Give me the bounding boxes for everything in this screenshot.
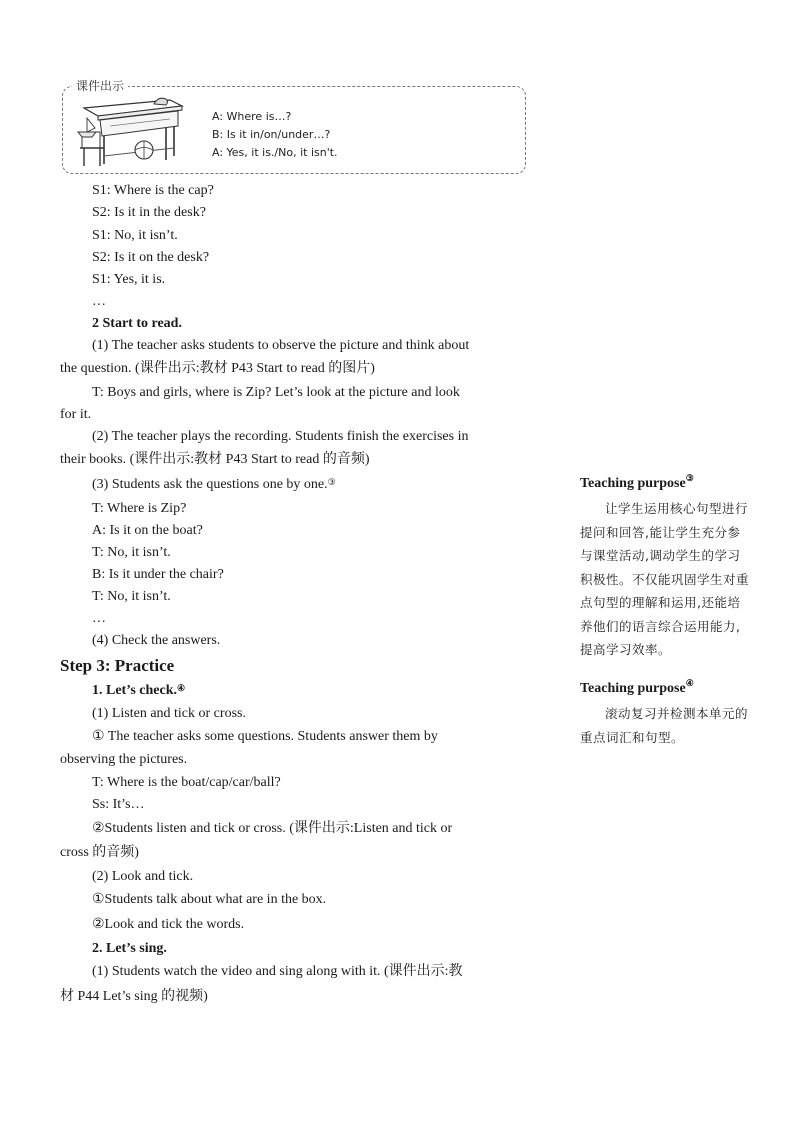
paragraph-line: 材 P44 Let’s sing 的视频) xyxy=(60,989,208,1004)
section-heading: 1. Let’s check.④ xyxy=(92,683,186,698)
paragraph-line: cross 的音频) xyxy=(60,845,139,860)
courseware-line-1: A: Where is…? xyxy=(212,110,292,123)
paragraph-line: T: Boys and girls, where is Zip? Let’s look at the picture and look xyxy=(92,385,460,400)
teaching-purpose-text: 滚动复习并检测本单元的重点词汇和句型。 xyxy=(580,706,749,745)
teaching-purpose-title: Teaching purpose④ xyxy=(580,678,694,696)
paragraph-line: (2) Look and tick. xyxy=(92,869,194,884)
footnote-marker: ③ xyxy=(327,477,336,487)
dialog-line: B: Is it under the chair? xyxy=(92,567,224,582)
section-heading: 2 Start to read. xyxy=(92,316,182,331)
teaching-purpose-title: Teaching purpose③ xyxy=(580,473,694,491)
dialog-line: S1: Yes, it is. xyxy=(92,272,166,287)
paragraph-line: their books. (课件出示:教材 P43 Start to read 的音频) xyxy=(60,452,370,467)
paragraph-line: ②Students listen and tick or cross. (课件出示:Listen and tick or xyxy=(92,821,453,836)
paragraph-line: (1) Listen and tick or cross. xyxy=(92,706,246,721)
ellipsis: … xyxy=(92,611,106,626)
paragraph-line: (1) Students watch the video and sing along with it. (课件出示:教 xyxy=(92,964,463,979)
paragraph-line: (3) Students ask the questions one by one.③ xyxy=(92,477,336,492)
footnote-marker: ④ xyxy=(177,683,186,693)
dialog-line: T: No, it isn’t. xyxy=(92,545,171,560)
dialog-line: Ss: It’s… xyxy=(92,797,145,812)
step-title: Step 3: Practice xyxy=(60,656,175,675)
dialog-line: A: Is it on the boat? xyxy=(92,523,203,538)
dialog-line: T: Where is Zip? xyxy=(92,501,187,516)
paragraph-line: ① The teacher asks some questions. Students answer them by xyxy=(92,729,438,744)
paragraph-line: the question. (课件出示:教材 P43 Start to read 的图片) xyxy=(60,361,375,376)
section-heading: 2. Let’s sing. xyxy=(92,941,167,956)
courseware-line-2: B: Is it in/on/under…? xyxy=(212,128,331,141)
footnote-marker: ③ xyxy=(685,473,694,483)
paragraph-line: ①Students talk about what are in the box. xyxy=(92,892,327,907)
teaching-purpose-text: 让学生运用核心句型进行提问和回答,能让学生充分参与课堂活动,调动学生的学习积极性。不仅能巩固学生对重点句型的理解和运用,还能培养他们的语言综合运用能力,提高学习效率。 xyxy=(580,501,750,657)
courseware-line-3: A: Yes, it is./No, it isn't. xyxy=(212,146,338,159)
courseware-label: 课件出示 xyxy=(72,77,128,94)
dialog-line: S1: No, it isn’t. xyxy=(92,228,178,243)
footnote-marker: ④ xyxy=(685,678,694,688)
dialog-line: S1: Where is the cap? xyxy=(92,183,214,198)
paragraph-line: (1) The teacher asks students to observe the picture and think about xyxy=(92,338,470,353)
dialog-line: T: Where is the boat/cap/car/ball? xyxy=(92,775,281,790)
desk-illustration xyxy=(70,96,190,170)
paragraph-line: for it. xyxy=(60,407,92,422)
paragraph-line: (4) Check the answers. xyxy=(92,633,221,648)
ellipsis: … xyxy=(92,294,106,309)
dialog-line: S2: Is it on the desk? xyxy=(92,250,210,265)
paragraph-line: (2) The teacher plays the recording. Students finish the exercises in xyxy=(92,429,469,444)
dialog-line: S2: Is it in the desk? xyxy=(92,205,206,220)
dialog-line: T: No, it isn’t. xyxy=(92,589,171,604)
paragraph-line: ②Look and tick the words. xyxy=(92,917,245,932)
paragraph-line: observing the pictures. xyxy=(60,752,188,767)
